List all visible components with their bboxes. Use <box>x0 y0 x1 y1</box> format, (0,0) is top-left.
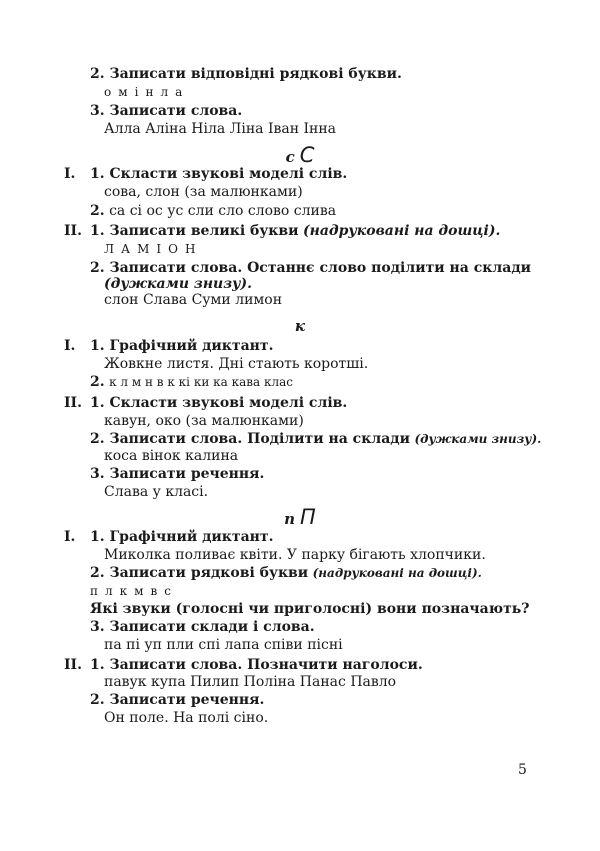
task-text: 1. Записати великі букви <box>90 223 299 239</box>
syllables: к л м н в к кі ки ка кава клас <box>109 375 293 389</box>
words-line: Жовкне листя. Дні стають коротші. <box>104 356 369 372</box>
task-note: (дужками знизу). <box>104 276 253 292</box>
roman-numeral: ІІ. <box>64 657 82 673</box>
roman-numeral: І. <box>64 529 76 545</box>
words-line: Он поле. На полі сіно. <box>104 710 269 726</box>
task-line <box>90 374 293 391</box>
page-number: 5 <box>518 762 527 778</box>
task-line: 1. Графічний диктант. <box>90 529 274 545</box>
task-line: 1. Скласти звукові моделі слів. <box>90 395 348 411</box>
task-line: 2. Записати відповідні рядкові букви. <box>90 66 402 82</box>
roman-numeral: І. <box>64 338 76 354</box>
task-line <box>90 223 500 240</box>
task-line <box>90 203 336 220</box>
roman-numeral: І. <box>64 166 76 182</box>
heading-lowercase: с <box>285 148 295 166</box>
letter-heading-p <box>0 505 600 529</box>
heading-uppercase: П <box>300 505 316 529</box>
roman-numeral: ІІ. <box>64 395 82 411</box>
heading-uppercase: С <box>299 143 315 167</box>
letters-line: о м і н л а <box>104 85 184 99</box>
task-line: 2. Записати слова. Останнє слово поділити на склади <box>90 260 532 276</box>
task-note: (дужками знизу). <box>414 432 542 446</box>
task-line: 1. Скласти звукові моделі слів. <box>90 166 348 182</box>
task-note: (надруковані на дошці). <box>302 223 501 239</box>
task-line: 2. Записати речення. <box>90 692 265 708</box>
task-line <box>90 431 541 448</box>
task-note: (надруковані на дошці). <box>312 566 482 580</box>
syllables: са сі ос ус сли сло слово слива <box>109 203 337 219</box>
words-line: Миколка поливає квіти. У парку бігають хлопчики. <box>104 547 486 563</box>
words-line: слон Слава Суми лимон <box>104 292 283 308</box>
task-line: 1. Графічний диктант. <box>90 338 274 354</box>
task-line: 3. Записати склади і слова. <box>90 619 315 635</box>
task-line: 3. Записати речення. <box>90 466 265 482</box>
task-number: 2. <box>90 203 105 219</box>
roman-numeral: ІІ. <box>64 223 82 239</box>
task-line <box>90 565 482 582</box>
words-line: сова, слон (за малюнками) <box>104 184 303 200</box>
question-line: Які звуки (голосні чи приголосні) вони позначають? <box>90 601 530 617</box>
words-line: Алла Аліна Ніла Ліна Іван Інна <box>104 121 337 137</box>
words-line: Слава у класі. <box>104 484 209 500</box>
words-line: па пі уп пли спі лапа співи пісні <box>104 637 343 653</box>
letters-line: Л А М І О Н <box>104 242 198 256</box>
task-text: 2. Записати рядкові букви <box>90 565 309 581</box>
task-text: 2. Записати слова. Поділити на склади <box>90 431 410 447</box>
task-line: 1. Записати слова. Позначити наголоси. <box>90 657 423 673</box>
letters-line: п л к м в с <box>90 584 173 598</box>
words-line: коса вінок калина <box>104 448 239 464</box>
letter-heading-s <box>0 143 600 167</box>
task-line: 3. Записати слова. <box>90 103 243 119</box>
task-number: 2. <box>90 374 105 390</box>
letter-heading-k <box>0 316 600 335</box>
heading-lowercase: к <box>294 317 306 335</box>
heading-lowercase: п <box>284 510 296 528</box>
words-line: павук купа Пилип Поліна Панас Павло <box>104 674 397 690</box>
words-line: кавун, око (за малюнками) <box>104 413 304 429</box>
